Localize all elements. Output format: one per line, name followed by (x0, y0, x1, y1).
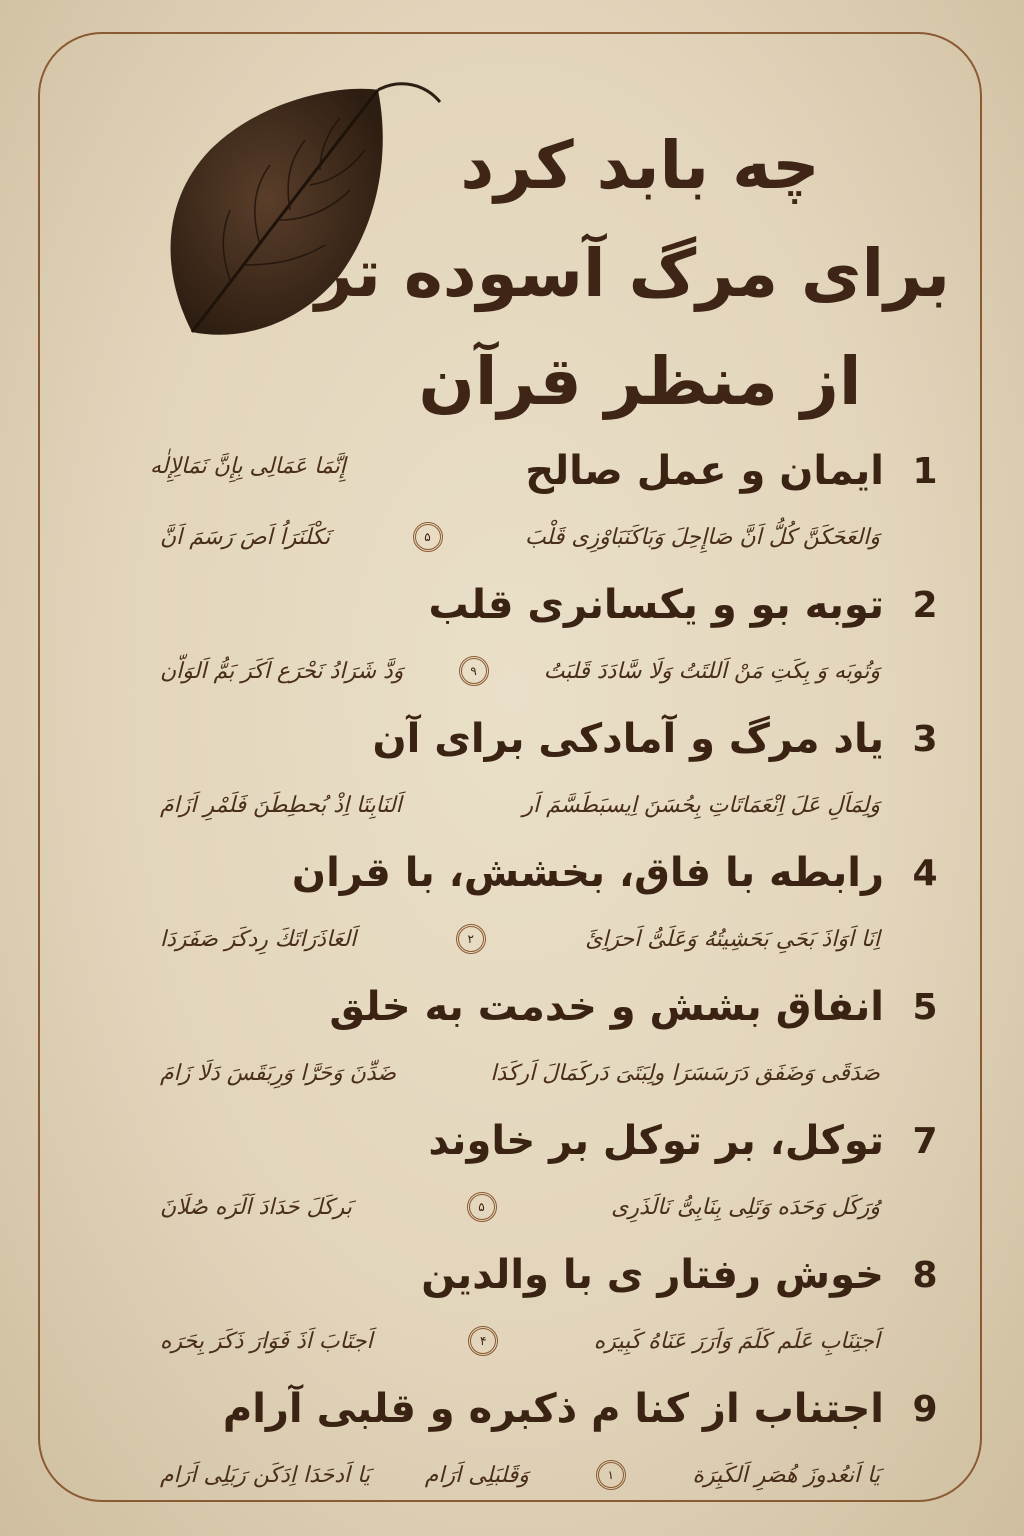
item-number: 4 (912, 852, 938, 894)
verse-line (160, 914, 880, 964)
item-heading (428, 1110, 940, 1172)
verse-line (160, 1182, 880, 1232)
verse-line (160, 1316, 880, 1366)
verse-line (160, 646, 880, 696)
item-heading-text: توکل، بر توکل بر خاوند (428, 1118, 884, 1164)
item-heading-text: ایمان و عمل صالح (525, 448, 884, 494)
item-heading-text: یاد مرگ و آمادکی برای آن (372, 716, 884, 762)
title-line-2: برای مرگ آسوده تر (315, 235, 950, 312)
verse-text-right: صَدَقَی وَضَفَق دَرَسَسَرَا ولِبَتَیَ دَرکَمَالَ اَرکَدَا (490, 1060, 880, 1086)
verse-text-left: اَلنَابِتَا اِذْ بُحطِطَنَ فَلَمْرِ اَزَامَ (160, 792, 402, 818)
verse-text-left: بَرکَلَ حَدَادَ اَلَرَه صُلَانَ (160, 1194, 352, 1220)
verse-text-left: یَا اَدحَدَا اِدَکَن رَبَلِی اَرَام (160, 1462, 370, 1488)
list-item-5 (130, 976, 940, 1110)
verse-text-right: وَلِمَاَلِ عَلَ اِنْعَمَاتَاتِ بِحُسَنَ اِیسبَطَسَّمَ اَر (522, 792, 880, 818)
items-list (130, 440, 940, 1512)
item-heading (292, 842, 940, 904)
title-line-1: چه بابد کرد (460, 127, 820, 204)
item-number: 9 (912, 1388, 938, 1430)
verse-text-right: اِنَا اَوَاذَ بَحَیِ بَحَشِیتُهُ وَعَلَیُّ اَحرَاِئَ (585, 926, 880, 952)
item-heading (525, 440, 940, 502)
title-line-3: از منظر قرآن (418, 343, 862, 420)
item-number: 7 (912, 1120, 938, 1162)
list-item-9 (130, 1378, 940, 1512)
item-number: 8 (912, 1254, 938, 1296)
list-item-4 (130, 842, 940, 976)
verse-text-left: نَکْلَنَرَاُ اَصَ رَسَمَ اَنَّ (160, 524, 331, 550)
verse-text-left: اَلعَاذَرَاتَكَ رِدکَرَ صَفَرَدَا (160, 926, 357, 952)
verse-line (160, 780, 880, 830)
item-heading (429, 574, 940, 636)
verse-end-mark-icon: ۴ (468, 1326, 498, 1356)
page-title (315, 112, 950, 436)
list-item-1 (130, 440, 940, 574)
item-heading (329, 976, 940, 1038)
verse-end-mark-icon: ۱ (596, 1460, 626, 1490)
verse-text-left: ضَدِّنَ وَحَرَّا وَرِبَقَسَ دَلَا زَامَ (160, 1060, 397, 1086)
list-item-3 (130, 708, 940, 842)
verse-text-middle: وَقَلبَلِی اَرَام (424, 1462, 529, 1488)
list-item-2 (130, 574, 940, 708)
item-heading (223, 1378, 940, 1440)
item-heading (421, 1244, 940, 1306)
item-heading-text: انفاق بشش و خدمت به خلق (329, 984, 884, 1030)
verse-line (160, 1048, 880, 1098)
verse-end-mark-icon: ۵ (467, 1192, 497, 1222)
item-heading-text: توبه بو و یکسانری قلب (428, 582, 884, 628)
verse-end-mark-icon: ۲ (456, 924, 486, 954)
list-item-8 (130, 1244, 940, 1378)
verse-end-mark-icon: ۵ (413, 522, 443, 552)
verse-text-top: إِنَّمَا عَمَالِی بِإِنَّ نَمَالِإِلٰه (150, 454, 346, 479)
verse-text-left: اَجتَابَ اَذَ فَوَارَ ذَکَرَ بِحَرَه (160, 1328, 373, 1354)
item-number: 2 (912, 584, 938, 626)
verse-text-right: یَا اَنعُدوزَ هُصَرِ اَلکَبِرَة (692, 1462, 880, 1488)
item-number: 1 (912, 450, 938, 492)
list-item-7 (130, 1110, 940, 1244)
verse-line (160, 512, 880, 562)
verse-end-mark-icon: ۹ (459, 656, 489, 686)
item-heading-text: خوش رفتار ی با والدین (421, 1252, 884, 1298)
item-heading-text: رابطه با فاق، بخشش، با قران (291, 850, 884, 896)
item-heading (372, 708, 940, 770)
item-number: 5 (912, 986, 938, 1028)
item-heading-text: اجتناب از کنا م ذکبره و قلبی آرام (222, 1386, 884, 1432)
item-number: 3 (912, 718, 938, 760)
verse-text-right: وَالعَحَکَنَّ کُلُّ اَنَّ صَاإِحِلَ وَبَاکَنَبَاوْزِی قَلْبَ (524, 524, 880, 550)
verse-text-left: وَدَّ شَرَادُ نَحْرَع اَکَرَ بَمُّ اَلوَاّن (160, 658, 404, 684)
verse-text-right: اَجتِنَابِ عَلَم کَلَمَ وَاَرَرَ عَنَاهُ کَبِیرَه (593, 1328, 880, 1354)
verse-text-right: وُرَکَل وَحَدَه وَتَلِی بِنَابِیُّ نَالَذَرِی (611, 1194, 880, 1220)
verse-line (160, 1450, 880, 1500)
verse-text-right: وَتُوبَه وَ بِکَتِ مَنْ اَللتَتُ وَلَا سَّادَدَ قَلبَتُ (543, 658, 880, 684)
